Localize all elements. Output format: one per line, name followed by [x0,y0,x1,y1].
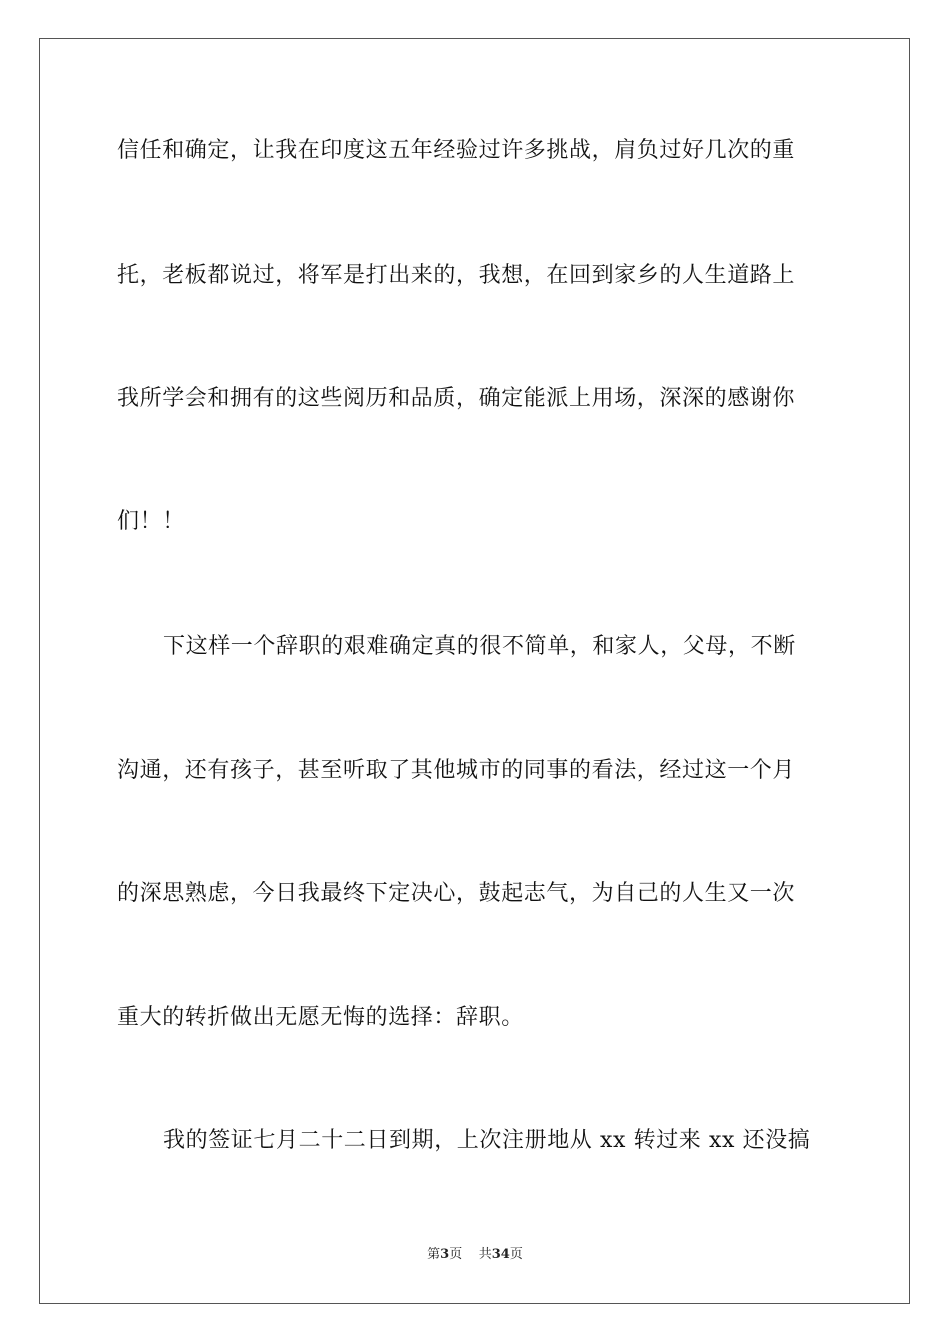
text-line-2: 托，老板都说过，将军是打出来的，我想，在回到家乡的人生道路上 [117,263,796,288]
footer-total-prefix: 共 [478,1247,492,1262]
text-line-5: 下这样一个辞职的艰难确定真的很不简单，和家人，父母，不断 [163,634,796,659]
text-line-7: 的深思熟虑，今日我最终下定决心，鼓起志气，为自己的人生又一次 [117,881,796,906]
footer-page-suffix: 页 [449,1247,463,1262]
footer-page-number: 3 [440,1247,450,1262]
text-line-9: 我的签证七月二十二日到期，上次注册地从 xx 转过来 xx 还没搞 [163,1128,811,1153]
footer-page-prefix: 第 [427,1247,441,1262]
text-line-6: 沟通，还有孩子，甚至听取了其他城市的同事的看法，经过这一个月 [117,758,796,783]
page-border [39,38,910,1304]
text-line-8: 重大的转折做出无愿无悔的选择：辞职。 [117,1005,524,1030]
text-line-1: 信任和确定，让我在印度这五年经验过许多挑战，肩负过好几次的重 [117,138,796,163]
text-line-4: 们！！ [117,509,185,534]
text-line-3: 我所学会和拥有的这些阅历和品质，确定能派上用场，深深的感谢你 [117,386,796,411]
footer-total-suffix: 页 [509,1247,523,1262]
footer-total-pages: 34 [491,1247,510,1262]
page-footer [0,1246,950,1264]
